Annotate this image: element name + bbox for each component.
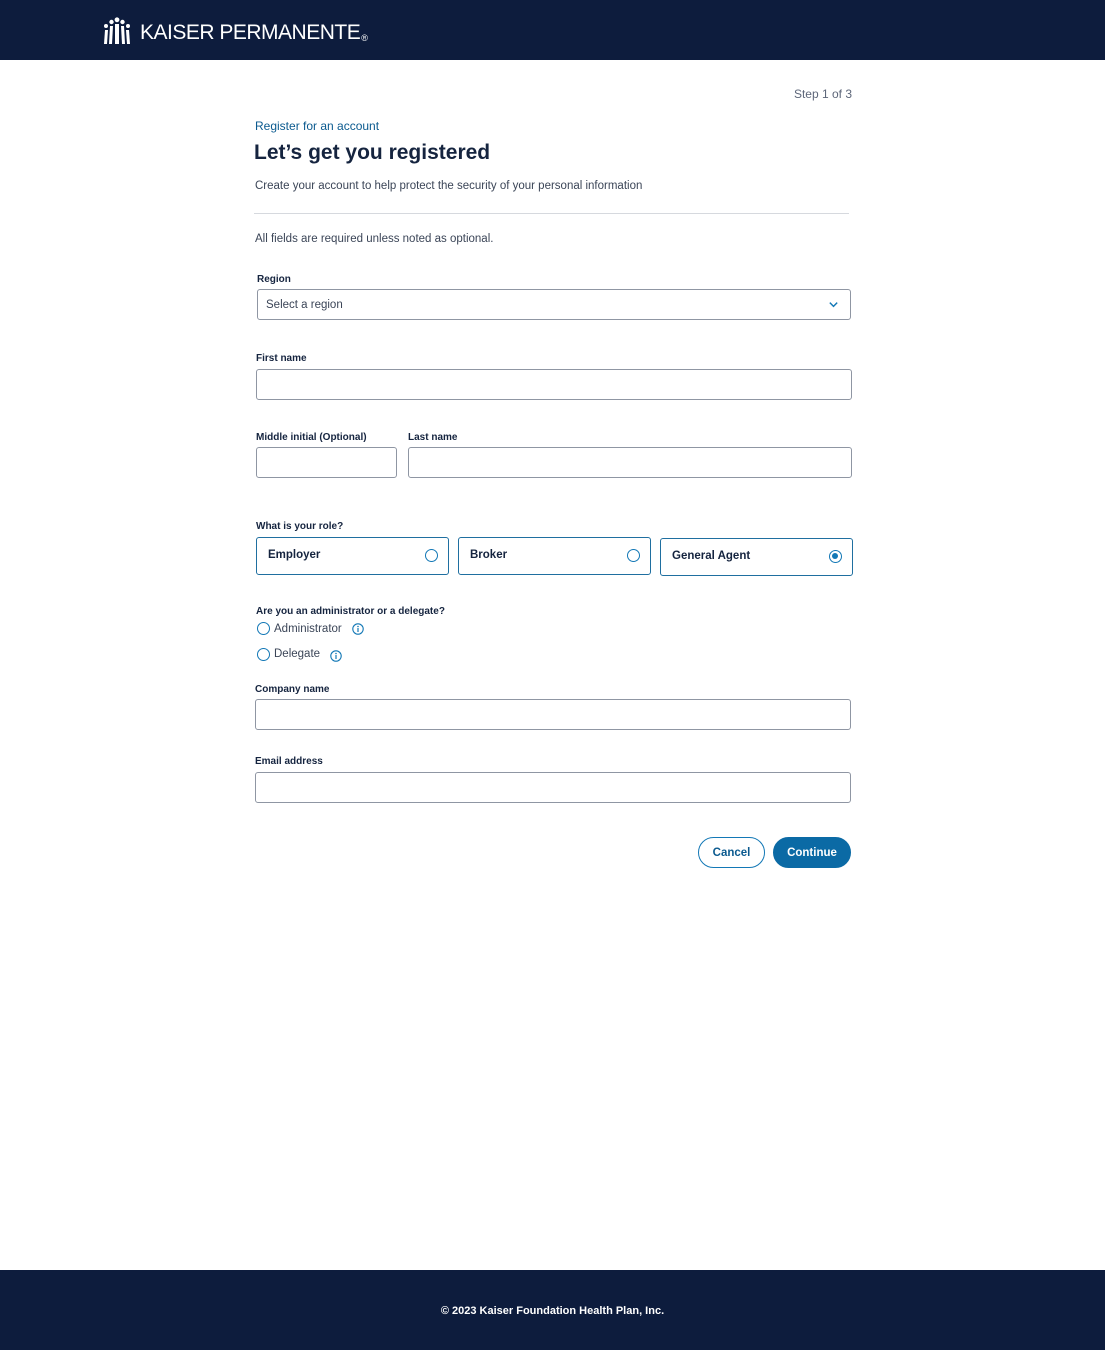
kaiser-permanente-logo[interactable]: [102, 16, 368, 46]
role-option-employer[interactable]: [256, 537, 449, 575]
email-label: Email address: [255, 756, 323, 767]
last-name-input[interactable]: [408, 447, 852, 478]
chevron-down-icon: [828, 299, 839, 310]
divider: [254, 213, 849, 214]
role-option-label: Employer: [268, 549, 321, 561]
info-icon[interactable]: [352, 623, 364, 635]
radio-checked-icon[interactable]: [829, 550, 842, 563]
cancel-button[interactable]: Cancel: [698, 837, 765, 868]
page-eyebrow: Register for an account: [255, 119, 380, 133]
company-name-label: Company name: [255, 684, 330, 695]
role-option-label: General Agent: [672, 550, 751, 562]
kp-people-icon: [102, 17, 132, 45]
first-name-label: First name: [256, 353, 307, 364]
brand-name: KAISER PERMANENTE: [140, 21, 361, 44]
radio-unchecked-icon[interactable]: [257, 648, 270, 661]
last-name-label: Last name: [408, 432, 458, 443]
page-title: Let’s get you registered: [254, 141, 491, 164]
radio-unchecked-icon[interactable]: [627, 549, 640, 562]
radio-unchecked-icon[interactable]: [257, 622, 270, 635]
role-option-broker[interactable]: [458, 537, 651, 575]
option-administrator-label: Administrator: [274, 622, 342, 635]
registered-mark: ®: [361, 33, 368, 43]
region-label: Region: [257, 274, 291, 285]
role-option-general-agent[interactable]: [660, 538, 853, 576]
option-administrator[interactable]: [257, 622, 364, 635]
admin-delegate-label: Are you an administrator or a delegate?: [256, 606, 445, 617]
company-name-input[interactable]: [255, 699, 851, 730]
option-delegate-label: Delegate: [274, 648, 321, 660]
page-subtitle: Create your account to help protect the security of your personal information: [255, 180, 643, 192]
option-delegate[interactable]: [257, 646, 342, 662]
continue-button[interactable]: Continue: [773, 837, 851, 868]
required-fields-note: All fields are required unless noted as optional.: [255, 233, 494, 245]
role-option-label: Broker: [470, 549, 508, 561]
role-label: What is your role?: [256, 521, 344, 532]
region-select[interactable]: [257, 289, 851, 320]
radio-unchecked-icon[interactable]: [425, 549, 438, 562]
first-name-input[interactable]: [256, 369, 852, 400]
site-footer: [0, 1270, 1105, 1350]
email-input[interactable]: [255, 772, 851, 803]
copyright-text: © 2023 Kaiser Foundation Health Plan, Inc.: [440, 1305, 665, 1317]
region-select-value: Select a region: [266, 298, 343, 311]
site-header: [0, 0, 1105, 60]
step-indicator: Step 1 of 3: [793, 87, 852, 101]
middle-initial-label: Middle initial (Optional): [256, 432, 367, 443]
middle-initial-input[interactable]: [256, 447, 397, 478]
info-icon[interactable]: [330, 650, 342, 662]
